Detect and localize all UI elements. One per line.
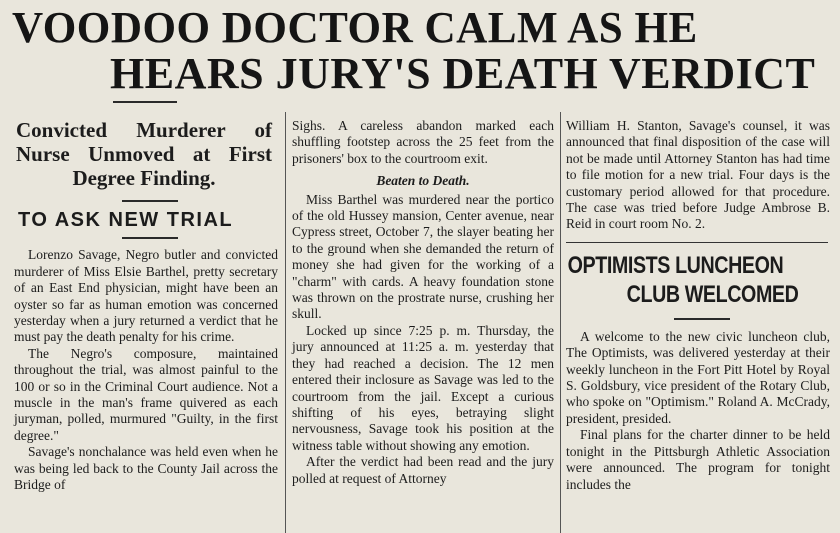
subhead2-rule xyxy=(122,237,178,239)
section-title-beaten-to-death: Beaten to Death. xyxy=(376,173,470,189)
subhead-to-ask-new-trial: TO ASK NEW TRIAL xyxy=(18,209,234,231)
column-3 xyxy=(566,118,830,493)
article-paragraph: A welcome to the new civic luncheon club, The Optimists, was delivered yesterday at their weekly luncheon in the Fort Pitt Hotel by Royal S. Goldsbury, vice president of the Rotary Club, who spoke on "Optimism." Roland A. McCrady, president, presided. xyxy=(566,328,830,426)
subhead-convicted-murderer: Convicted Murderer of Nurse Unmoved at First Degree Finding. xyxy=(16,118,272,190)
headline-line-1: VOODOO DOCTOR CALM AS HE xyxy=(12,3,698,52)
column-1 xyxy=(14,118,278,494)
article-paragraph: Final plans for the charter dinner to be held tonight in the Pittsburgh Athletic Association were announced. The program for tonight includes the xyxy=(566,427,830,492)
article-paragraph: Locked up since 7:25 p. m. Thursday, the jury announced at 11:25 a. m. yesterday that they had reached a decision. The 12 men entered their inclosure as Savage was led to the courtroom from the jail. Except a curious shifting of his eyes, betraying slight nervousness, Savage took his position at the witness table without showing any emotion. xyxy=(292,322,554,453)
subhead-rule xyxy=(122,200,178,202)
article-paragraph: Miss Barthel was murdered near the portico of the old Hussey mansion, Center avenue, near Cypress street, October 7, the slayer beating her to the ground when she demanded the return of money she had given for the working of a "charm" with cards. A heavy foundation stone was thrown on the prostrate nurse, crushing her skull. xyxy=(292,191,554,322)
column-2 xyxy=(292,118,554,487)
column-3-rule xyxy=(566,242,828,243)
article-paragraph: The Negro's composure, maintained throughout the trial, was almost painful to the 100 or so in the Criminal Court audience. Not a muscle in the man's frame quivered as each juryman, polled, murmured "Guilty, in the first degree." xyxy=(14,345,278,443)
article-paragraph: Lorenzo Savage, Negro butler and convicted murderer of Miss Elsie Barthel, pretty secretary of an East End physician, might have been an oyster so far as human emotion was concerned yesterday when a jury returned a verdict that he must pay the death penalty for his crime. xyxy=(14,247,278,345)
optimists-headline-line-1: OPTIMISTS LUNCHEON xyxy=(567,251,784,279)
headline-line-2: HEARS JURY'S DEATH VERDICT xyxy=(110,49,816,98)
column-divider-1 xyxy=(285,112,286,533)
optimists-rule xyxy=(674,318,730,320)
optimists-headline-line-2: CLUB WELCOMED xyxy=(626,280,799,308)
article-paragraph: Savage's nonchalance was held even when he was being led back to the County Jail across the Bridge of xyxy=(14,444,278,493)
column-divider-2 xyxy=(560,112,561,533)
headline-rule xyxy=(113,101,177,103)
article-paragraph: After the verdict had been read and the jury polled at request of Attorney xyxy=(292,454,554,486)
article-paragraph: Sighs. A careless abandon marked each shuffling footstep across the 25 feet from the prisoners' box to the courtroom exit. xyxy=(292,118,554,166)
article-paragraph: William H. Stanton, Savage's counsel, it was announced that final disposition of the case will not be made until Attorney Stanton has had time to file motion for a new trial. Four days is the customary period allowed for that procedure. The case was tried before Judge Ambrose B. Reid in court room No. 2. xyxy=(566,118,830,232)
